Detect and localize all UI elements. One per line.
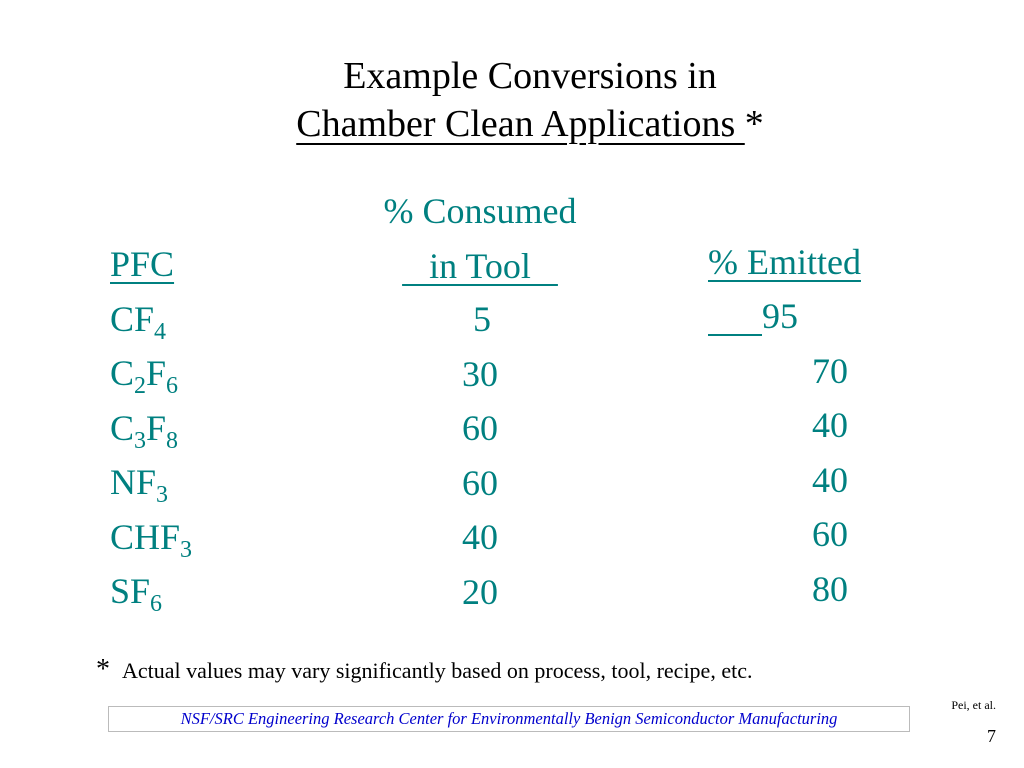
pfc-cell: $CF_4$ <box>110 298 167 345</box>
organization-banner: NSF/SRC Engineering Research Center for Environmentally Benign Semiconductor Manufacturing <box>108 706 910 732</box>
title-asterisk: * <box>744 103 764 145</box>
consumed-header <box>352 184 608 293</box>
pfc-cell: $NF_3$ <box>110 462 169 508</box>
title-underlined-text: Chamber Clean Applications <box>296 103 745 145</box>
footnote <box>96 654 752 686</box>
consumed-cell: 30 <box>462 353 498 394</box>
consumed-header-line-1: % Consumed <box>383 191 577 231</box>
emitted-cell: 40 <box>812 405 848 445</box>
title-line-2 <box>0 100 1024 148</box>
emitted-cell: 70 <box>812 350 848 391</box>
consumed-cell: 60 <box>462 408 498 448</box>
footnote-text: Actual values may vary significantly based on process, tool, recipe, etc. <box>122 658 753 683</box>
consumed-column <box>440 292 520 619</box>
page-number: 7 <box>987 726 996 746</box>
emitted-column <box>708 289 848 616</box>
attribution: Pei, et al. <box>951 698 996 712</box>
pfc-cell: $C_2F_6$ <box>110 353 179 399</box>
emitted-header: % Emitted <box>708 242 861 282</box>
emitted-cell: 40 <box>812 459 848 500</box>
pfc-header: PFC <box>110 244 175 284</box>
pfc-cell: $CHF_3$ <box>110 516 193 563</box>
pfc-cell: $C_3F_8$ <box>110 407 179 454</box>
consumed-header-line-2: in Tool <box>402 245 558 286</box>
emitted-cell: 80 <box>812 568 848 609</box>
pfc-column <box>110 237 192 619</box>
consumed-cell: 20 <box>462 571 498 612</box>
pfc-cell: $SF_6$ <box>110 571 163 617</box>
slide-title <box>0 52 1024 148</box>
title-line-1: Example Conversions in <box>343 55 717 97</box>
consumed-cell: 5 <box>473 299 491 339</box>
emitted-cell: 95 <box>762 296 798 336</box>
consumed-cell: 40 <box>462 517 498 557</box>
footnote-asterisk: * <box>96 654 110 685</box>
emitted-cell: 60 <box>812 514 848 554</box>
consumed-cell: 60 <box>462 462 498 503</box>
